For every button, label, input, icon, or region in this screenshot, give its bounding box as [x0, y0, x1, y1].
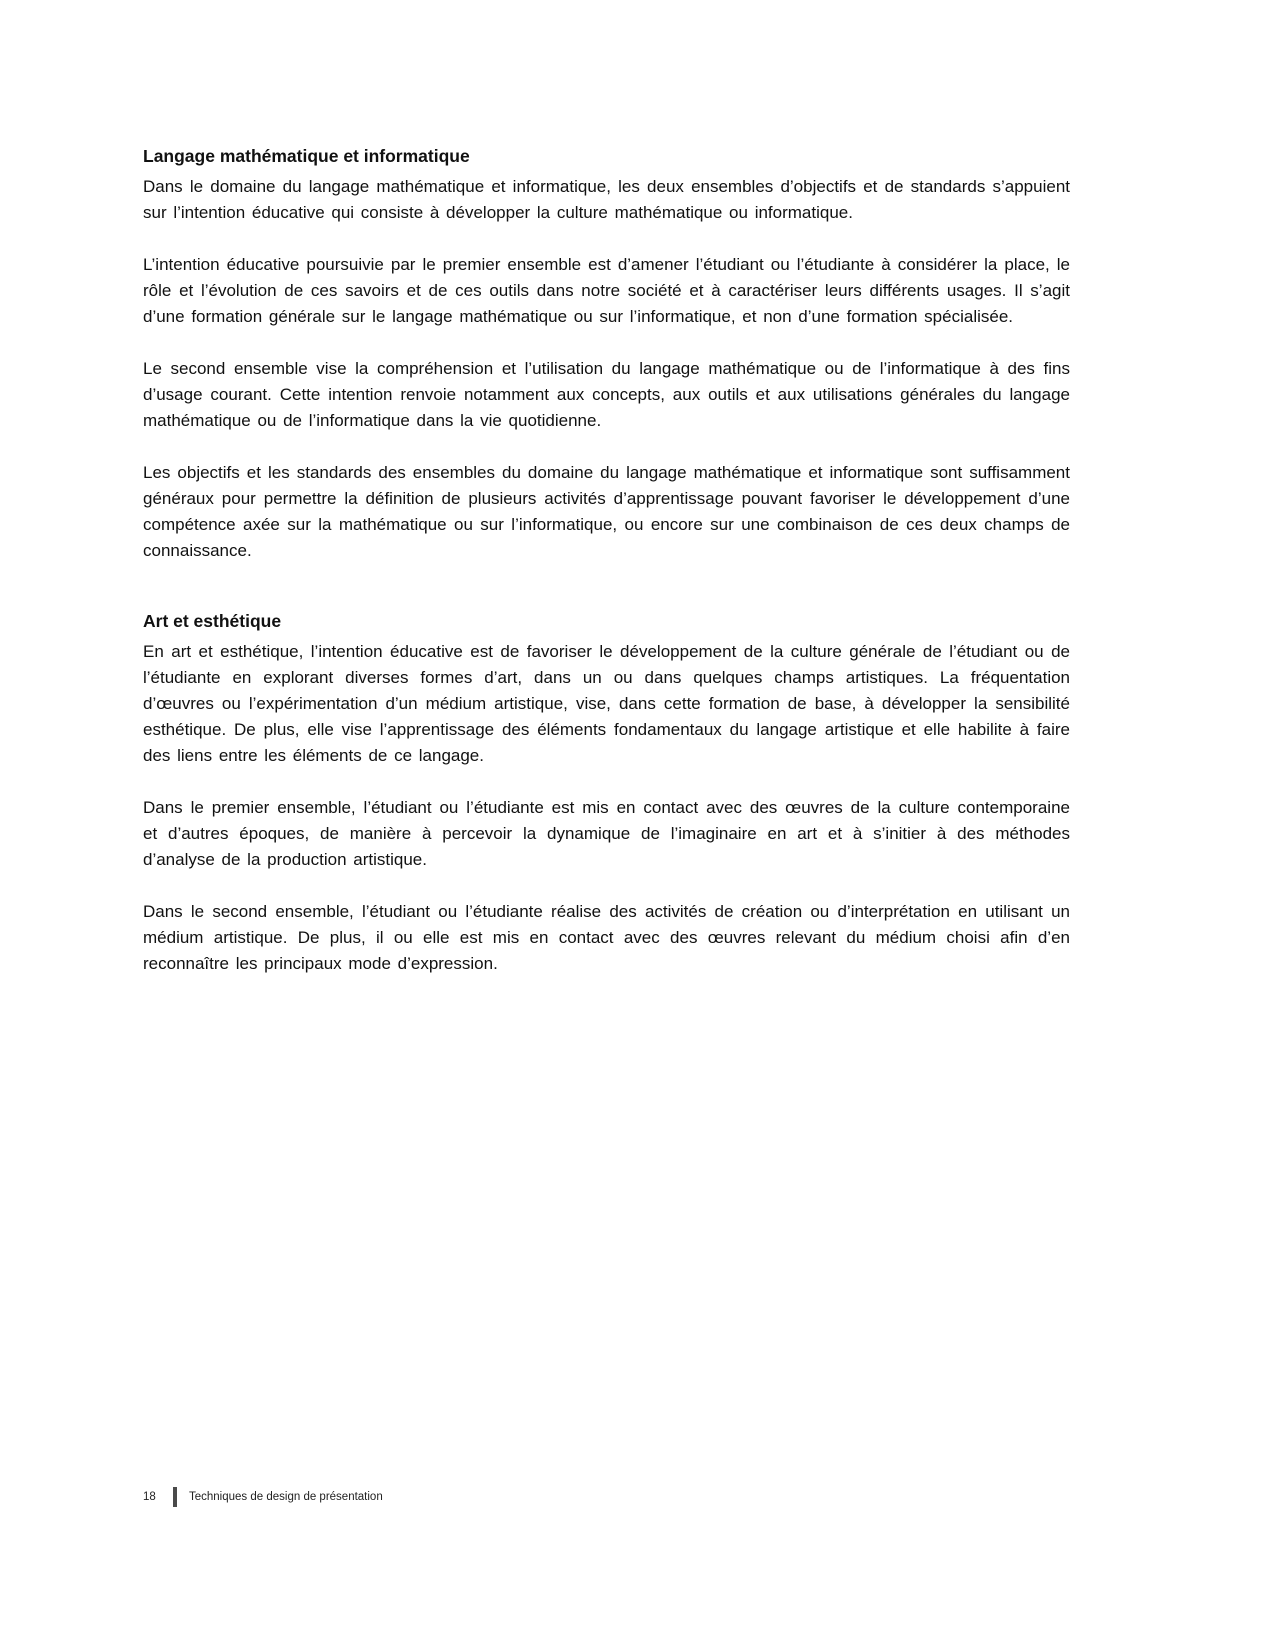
section-art-esthetique: [143, 608, 1070, 977]
footer-divider: [173, 1487, 177, 1507]
section-langage-mathematique: [143, 143, 1070, 564]
paragraph: Les objectifs et les standards des ensembles du domaine du langage mathématique et informatique sont suffisamment généraux pour permettre la définition de plusieurs activités d’apprentissage pouvant favoriser le développement d’une compétence axée sur la mathématique ou sur l’informatique, ou encore sur une combinaison de ces deux champs de connaissance.: [143, 463, 1070, 560]
paragraph: Le second ensemble vise la compréhension et l’utilisation du langage mathématique ou de l’informatique à des fins d’usage courant. Cette intention renvoie notamment aux concepts, aux outils et aux utilisations générales du langage mathématique ou de l’informatique dans la vie quotidienne.: [143, 359, 1070, 430]
section-heading: Langage mathématique et informatique: [143, 146, 470, 166]
section-heading: Art et esthétique: [143, 611, 282, 631]
paragraph: L’intention éducative poursuivie par le premier ensemble est d’amener l’étudiant ou l’étudiante à considérer la place, le rôle et l’évolution de ces savoirs et de ces outils dans notre société et à caractériser leurs différents usages. Il s’agit d’une formation générale sur le langage mathématique ou sur l’informatique, et non d’une formation spécialisée.: [143, 255, 1070, 326]
paragraph: Dans le second ensemble, l’étudiant ou l’étudiante réalise des activités de création ou d’interprétation en utilisant un médium artistique. De plus, il ou elle est mis en contact avec des œuvres relevant du médium choisi afin d’en reconnaître les principaux mode d’expression.: [143, 902, 1070, 973]
page-number: 18: [143, 1491, 156, 1503]
page-footer: [143, 1487, 383, 1507]
footer-title: Techniques de design de présentation: [189, 1491, 383, 1503]
paragraph: En art et esthétique, l’intention éducative est de favoriser le développement de la culture générale de l’étudiant ou de l’étudiante en explorant diverses formes d’art, dans un ou dans quelques champs artistiques. La fréquentation d’œuvres ou l’expérimentation d’un médium artistique, vise, dans cette formation de base, à développer la sensibilité esthétique. De plus, elle vise l’apprentissage des éléments fondamentaux du langage artistique et elle habilite à faire des liens entre les éléments de ce langage.: [143, 642, 1070, 765]
paragraph: Dans le domaine du langage mathématique et informatique, les deux ensembles d’objectifs et de standards s’appuient sur l’intention éducative qui consiste à développer la culture mathématique ou informatique.: [143, 177, 1070, 222]
paragraph: Dans le premier ensemble, l’étudiant ou l’étudiante est mis en contact avec des œuvres de la culture contemporaine et d’autres époques, de manière à percevoir la dynamique de l’imaginaire en art et à s’initier à des méthodes d’analyse de la production artistique.: [143, 798, 1070, 869]
